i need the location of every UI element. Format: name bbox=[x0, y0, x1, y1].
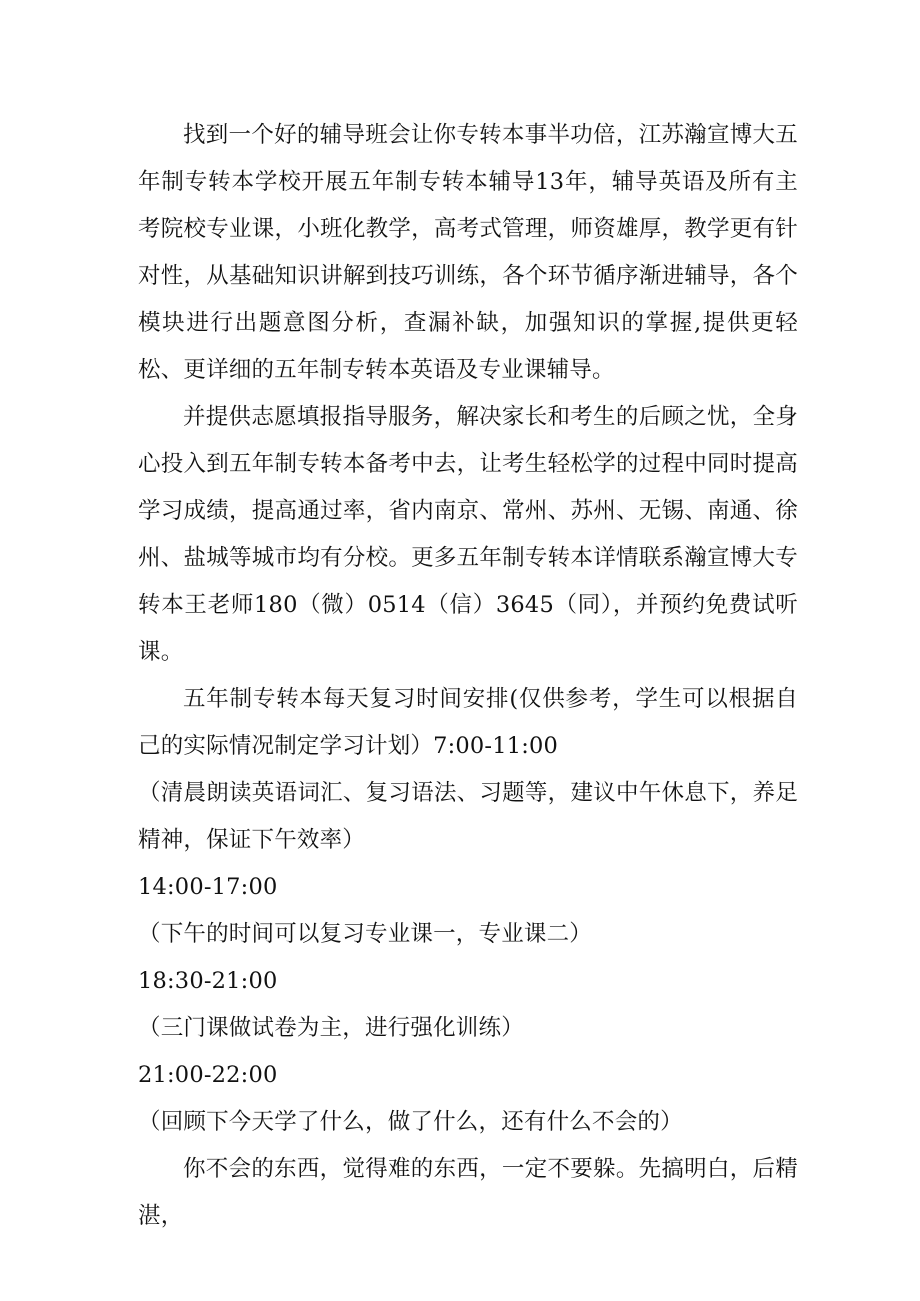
document-page bbox=[138, 112, 798, 1240]
paragraph-intro: 找到一个好的辅导班会让你专转本事半功倍，江苏瀚宣博大五年制专转本学校开展五年制专转本辅导13年，辅导英语及所有主考院校专业课，小班化教学，高考式管理，师资雄厚，教学更有针对性，从基础知识讲解到技巧训练，各个环节循序渐进辅导，各个模块进行出题意图分析，查漏补缺，加强知识的掌握,提供更轻松、更详细的五年制专转本英语及专业课辅导。 bbox=[138, 122, 798, 383]
schedule-note-night: （回顾下今天学了什么，做了什么，还有什么不会的） bbox=[138, 1109, 683, 1135]
schedule-note-morning: （清晨朗读英语词汇、复习语法、习题等，建议中午休息下，养足精神，保证下午效率） bbox=[138, 780, 798, 853]
schedule-time-evening: 18:30-21:00 bbox=[138, 968, 278, 994]
schedule-note-evening: （三门课做试卷为主，进行强化训练） bbox=[138, 1015, 524, 1041]
schedule-note-afternoon: （下午的时间可以复习专业课一，专业课二） bbox=[138, 921, 593, 947]
schedule-time-night: 21:00-22:00 bbox=[138, 1062, 278, 1088]
schedule-time-afternoon: 14:00-17:00 bbox=[138, 874, 278, 900]
paragraph-service: 并提供志愿填报指导服务，解决家长和考生的后顾之忧，全身心投入到五年制专转本备考中去，让考生轻松学的过程中同时提高学习成绩，提高通过率，省内南京、常州、苏州、无锡、南通、徐州、盐城等城市均有分校。更多五年制专转本详情联系瀚宣博大专转本王老师180（微）0514（信）3645（同），并预约免费试听课。 bbox=[138, 404, 798, 665]
paragraph-schedule-intro: 五年制专转本每天复习时间安排(仅供参考，学生可以根据自己的实际情况制定学习计划）7:00-11:00 bbox=[138, 686, 798, 759]
paragraph-closing: 你不会的东西，觉得难的东西，一定不要躲。先搞明白，后精湛， bbox=[138, 1156, 798, 1229]
